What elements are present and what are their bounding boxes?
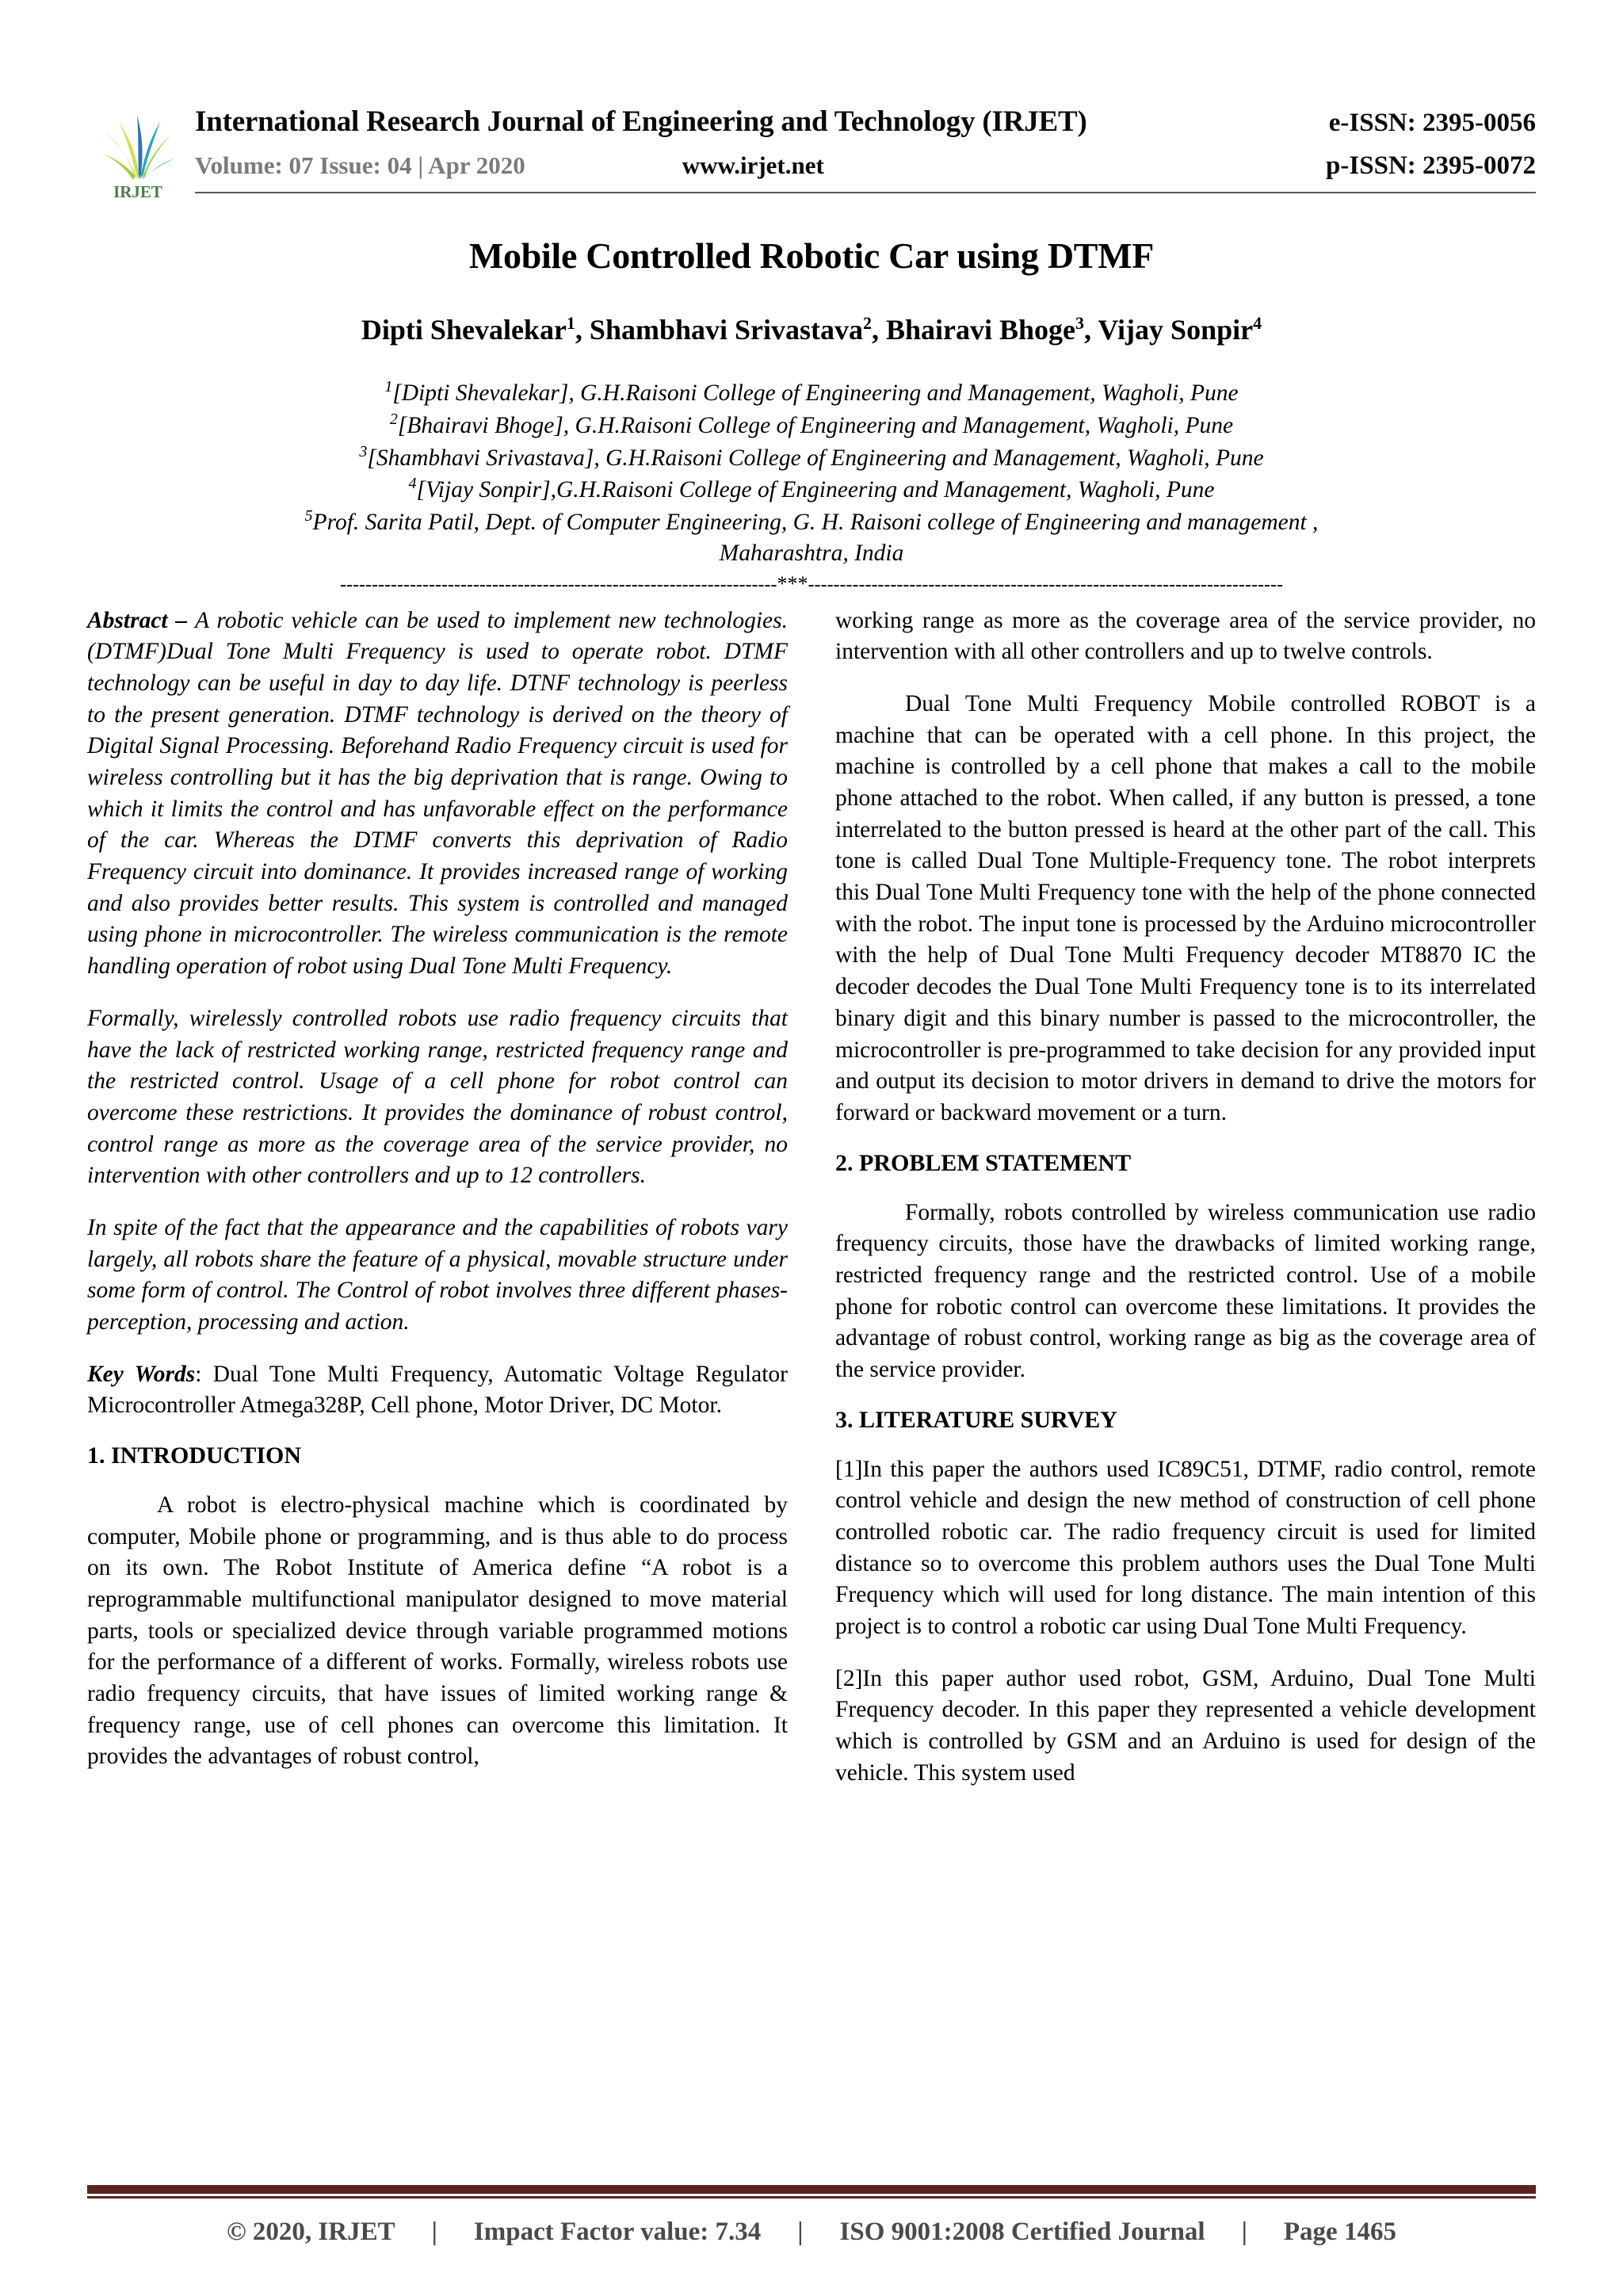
- keywords-text: : Dual Tone Multi Frequency, Automatic Voltage Regulator Microcontroller Atmega328P, Cell phone, Motor Driver, DC Motor.: [87, 1361, 788, 1419]
- author-3-sup: 3: [1075, 313, 1085, 333]
- footer-rule-thin: [87, 2196, 1536, 2199]
- header-divider-rule: [195, 192, 1536, 193]
- divider-stars: ***: [777, 573, 808, 594]
- introduction-paragraph: A robot is electro-physical machine which is coordinated by computer, Mobile phone or programming, and is thus able to do process on its own. The Robot Institute of America define “A robot is a reprogrammable multifunctional manipulator designed to move material parts, tools or specialized device through variable programmed motions for the performance of a different of works. Formally, wireless robots use radio frequency circuits, that have issues of limited working range & frequency range, use of cell phones can overcome this limitation. It provides the advantages of robust control,: [87, 1492, 788, 1770]
- footer-text-row: [87, 2218, 1536, 2247]
- keywords-label: Key Words: [87, 1361, 196, 1387]
- reference-1-paragraph: [1]In this paper the authors used IC89C51, DTMF, radio control, remote control vehicle and design the new method of construction of cell phone controlled robotic car. The radio frequency circuit is used for limited distance so to overcome this problem authors uses the Dual Tone Multi Frequency which will used for long distance. The main intention of this project is to control a robotic car using Dual Tone Multi Frequency.: [835, 1456, 1536, 1639]
- footer-impact-factor: Impact Factor value: 7.34: [473, 2218, 762, 2246]
- author-1-name: Dipti Shevalekar: [361, 314, 567, 346]
- affiliation-item: [87, 473, 1536, 506]
- section-divider: [87, 574, 1536, 594]
- p-issn: p-ISSN: 2395-0072: [1326, 151, 1536, 180]
- heading-problem-statement: 2. PROBLEM STATEMENT: [835, 1149, 1132, 1176]
- affiliation-text: Prof. Sarita Patil, Dept. of Computer Engineering, G. H. Raisoni college of Engineering and management ,: [312, 509, 1319, 535]
- footer-certification: ISO 9001:2008 Certified Journal: [839, 2218, 1205, 2246]
- footer-separator-1: |: [431, 2218, 437, 2246]
- journal-title: International Research Journal of Engineering and Technology (IRJET): [195, 105, 1087, 138]
- irjet-logo-text: IRJET: [113, 182, 162, 201]
- affiliation-sup: 3: [359, 442, 368, 460]
- affiliation-text: [Vijay Sonpir],G.H.Raisoni College of Engineering and Management, Wagholi, Pune: [416, 477, 1215, 503]
- heading-literature-survey: 3. LITERATURE SURVEY: [835, 1406, 1117, 1433]
- irjet-logo-mark: [95, 106, 181, 201]
- affiliation-sup: 1: [384, 378, 393, 395]
- divider-dashes-right: ---------------------------------------------------------------------------: [808, 574, 1283, 594]
- affiliation-item: [87, 441, 1536, 474]
- abstract-paragraph: [87, 606, 788, 983]
- volume-issue-date: Volume: 07 Issue: 04 | Apr 2020: [195, 151, 525, 179]
- affiliation-sup: 2: [389, 410, 398, 428]
- author-3-name: Bhairavi Bhoge: [886, 314, 1076, 346]
- footer-rule-thick: [87, 2185, 1536, 2194]
- abstract-paragraph-2: Formally, wirelessly controlled robots use radio frequency circuits that have the lack of restricted working range, restricted frequency range and the restricted control. Usage of a cell phone for robot control can overcome these restrictions. It provides the dominance of robust control, control range as more as the coverage area of the service provider, no intervention with other controllers and up to 12 controllers.: [87, 1005, 788, 1189]
- keywords-paragraph: [87, 1359, 788, 1422]
- affiliation-sup: 5: [304, 507, 313, 525]
- divider-dashes-left: ---------------------------------------------------------------------: [340, 574, 777, 594]
- affiliation-sup: 4: [408, 475, 417, 493]
- dtmf-overview-paragraph: Dual Tone Multi Frequency Mobile controlled ROBOT is a machine that can be operated with a cell phone. In this project, the machine is controlled by a cell phone that makes a call to the mobile phone attached to the robot. When called, if any button is pressed, a tone interrelated to the button pressed is heard at the other part of the call. This tone is called Dual Tone Multiple-Frequency tone. The robot interprets this Dual Tone Multi Frequency tone with the help of the phone connected with the robot. The input tone is processed by the Arduino microcontroller with the help of Dual Tone Multi Frequency decoder MT8870 IC the decoder decodes the Dual Tone Multi Frequency tone is to its interrelated binary digit and this binary number is passed to the microcontroller, the microcontroller is pre-programmed to take decision for any provided input and output its decision to motor drivers in demand to drive the motors for forward or backward movement or a turn.: [835, 691, 1536, 1125]
- abstract-text: A robotic vehicle can be used to implement new technologies. (DTMF)Dual Tone Multi Frequency is used to operate robot. DTMF technology can be useful in day to day life. DTNF technology is peerless to the present generation. DTMF technology is derived on the theory of Digital Signal Processing. Beforehand Radio Frequency circuit is used for wireless controlling but it has the big deprivation that is range. Owing to which it limits the control and has unfavorable effect on the performance of the car. Whereas the DTMF converts this deprivation of Radio Frequency circuit into dominance. It provides increased range of working and also provides better results. This system is controlled and managed using phone in microcontroller. The wireless communication is the remote handling operation of robot using Dual Tone Multi Frequency.: [87, 607, 788, 980]
- author-4-sup: 4: [1253, 313, 1262, 333]
- author-1-sup: 1: [566, 313, 575, 333]
- affiliation-text: [Bhairavi Bhoge], G.H.Raisoni College of Engineering and Management, Wagholi, Pune: [397, 412, 1234, 438]
- author-2-sup: 2: [863, 313, 872, 333]
- footer-separator-2: |: [797, 2218, 804, 2246]
- journal-website[interactable]: www.irjet.net: [682, 151, 824, 179]
- left-column: [87, 606, 788, 1810]
- abstract-paragraph-3: In spite of the fact that the appearance and the capabilities of robots vary largely, all robots share the feature of a physical, movable structure under some form of control. The Control of robot involves three different phases- perception, processing and action.: [87, 1214, 788, 1335]
- page-title: Mobile Controlled Robotic Car using DTMF: [468, 235, 1155, 276]
- masthead-text-block: [195, 101, 1536, 193]
- affiliation-text: Maharashtra, India: [719, 540, 904, 566]
- problem-statement-paragraph: Formally, robots controlled by wireless communication use radio frequency circuits, those have the drawbacks of limited working range, restricted frequency range and the restricted control. Use of a mobile phone for robotic control can overcome these limitations. It provides the advantage of robust control, working range as big as the coverage area of the service provider.: [835, 1199, 1536, 1382]
- irjet-logo: [95, 106, 181, 201]
- journal-masthead: [87, 0, 1536, 201]
- affiliation-text: [Shambhavi Srivastava], G.H.Raisoni College of Engineering and Management, Wagholi, Pune: [367, 445, 1264, 471]
- introduction-paragraph-continued: working range as more as the coverage area of the service provider, no intervention with all other controllers and up to twelve controls.: [835, 607, 1536, 665]
- footer-page-number: Page 1465: [1283, 2218, 1396, 2246]
- e-issn: e-ISSN: 2395-0056: [1328, 109, 1536, 137]
- right-column: [835, 606, 1536, 1810]
- heading-introduction: 1. INTRODUCTION: [87, 1442, 302, 1469]
- affiliations-block: [87, 376, 1536, 569]
- footer-copyright: © 2020, IRJET: [227, 2218, 395, 2246]
- affiliation-item: [87, 376, 1536, 409]
- affiliation-item: [87, 538, 1536, 569]
- reference-2-paragraph: [2]In this paper author used robot, GSM, Arduino, Dual Tone Multi Frequency decoder. In this paper they represented a vehicle development which is controlled by GSM and an Arduino is used for design of the vehicle. This system used: [835, 1665, 1536, 1786]
- affiliation-item: [87, 409, 1536, 441]
- two-column-body: [87, 606, 1536, 1810]
- affiliation-text: [Dipti Shevalekar], G.H.Raisoni College of Engineering and Management, Wagholi, Pune: [392, 380, 1239, 406]
- authors-line: Dipti Shevalekar$^1$, Shambhavi Srivastava$^2$, Bhairavi Bhoge$^3$, Vijay Sonpir$^4$: [361, 313, 1262, 346]
- abstract-label: Abstract –: [87, 607, 196, 633]
- affiliation-item: [87, 506, 1536, 538]
- page-footer: [87, 2185, 1536, 2247]
- author-4-name: Vijay Sonpir: [1098, 314, 1254, 346]
- footer-separator-3: |: [1241, 2218, 1247, 2246]
- author-2-name: Shambhavi Srivastava: [589, 314, 863, 346]
